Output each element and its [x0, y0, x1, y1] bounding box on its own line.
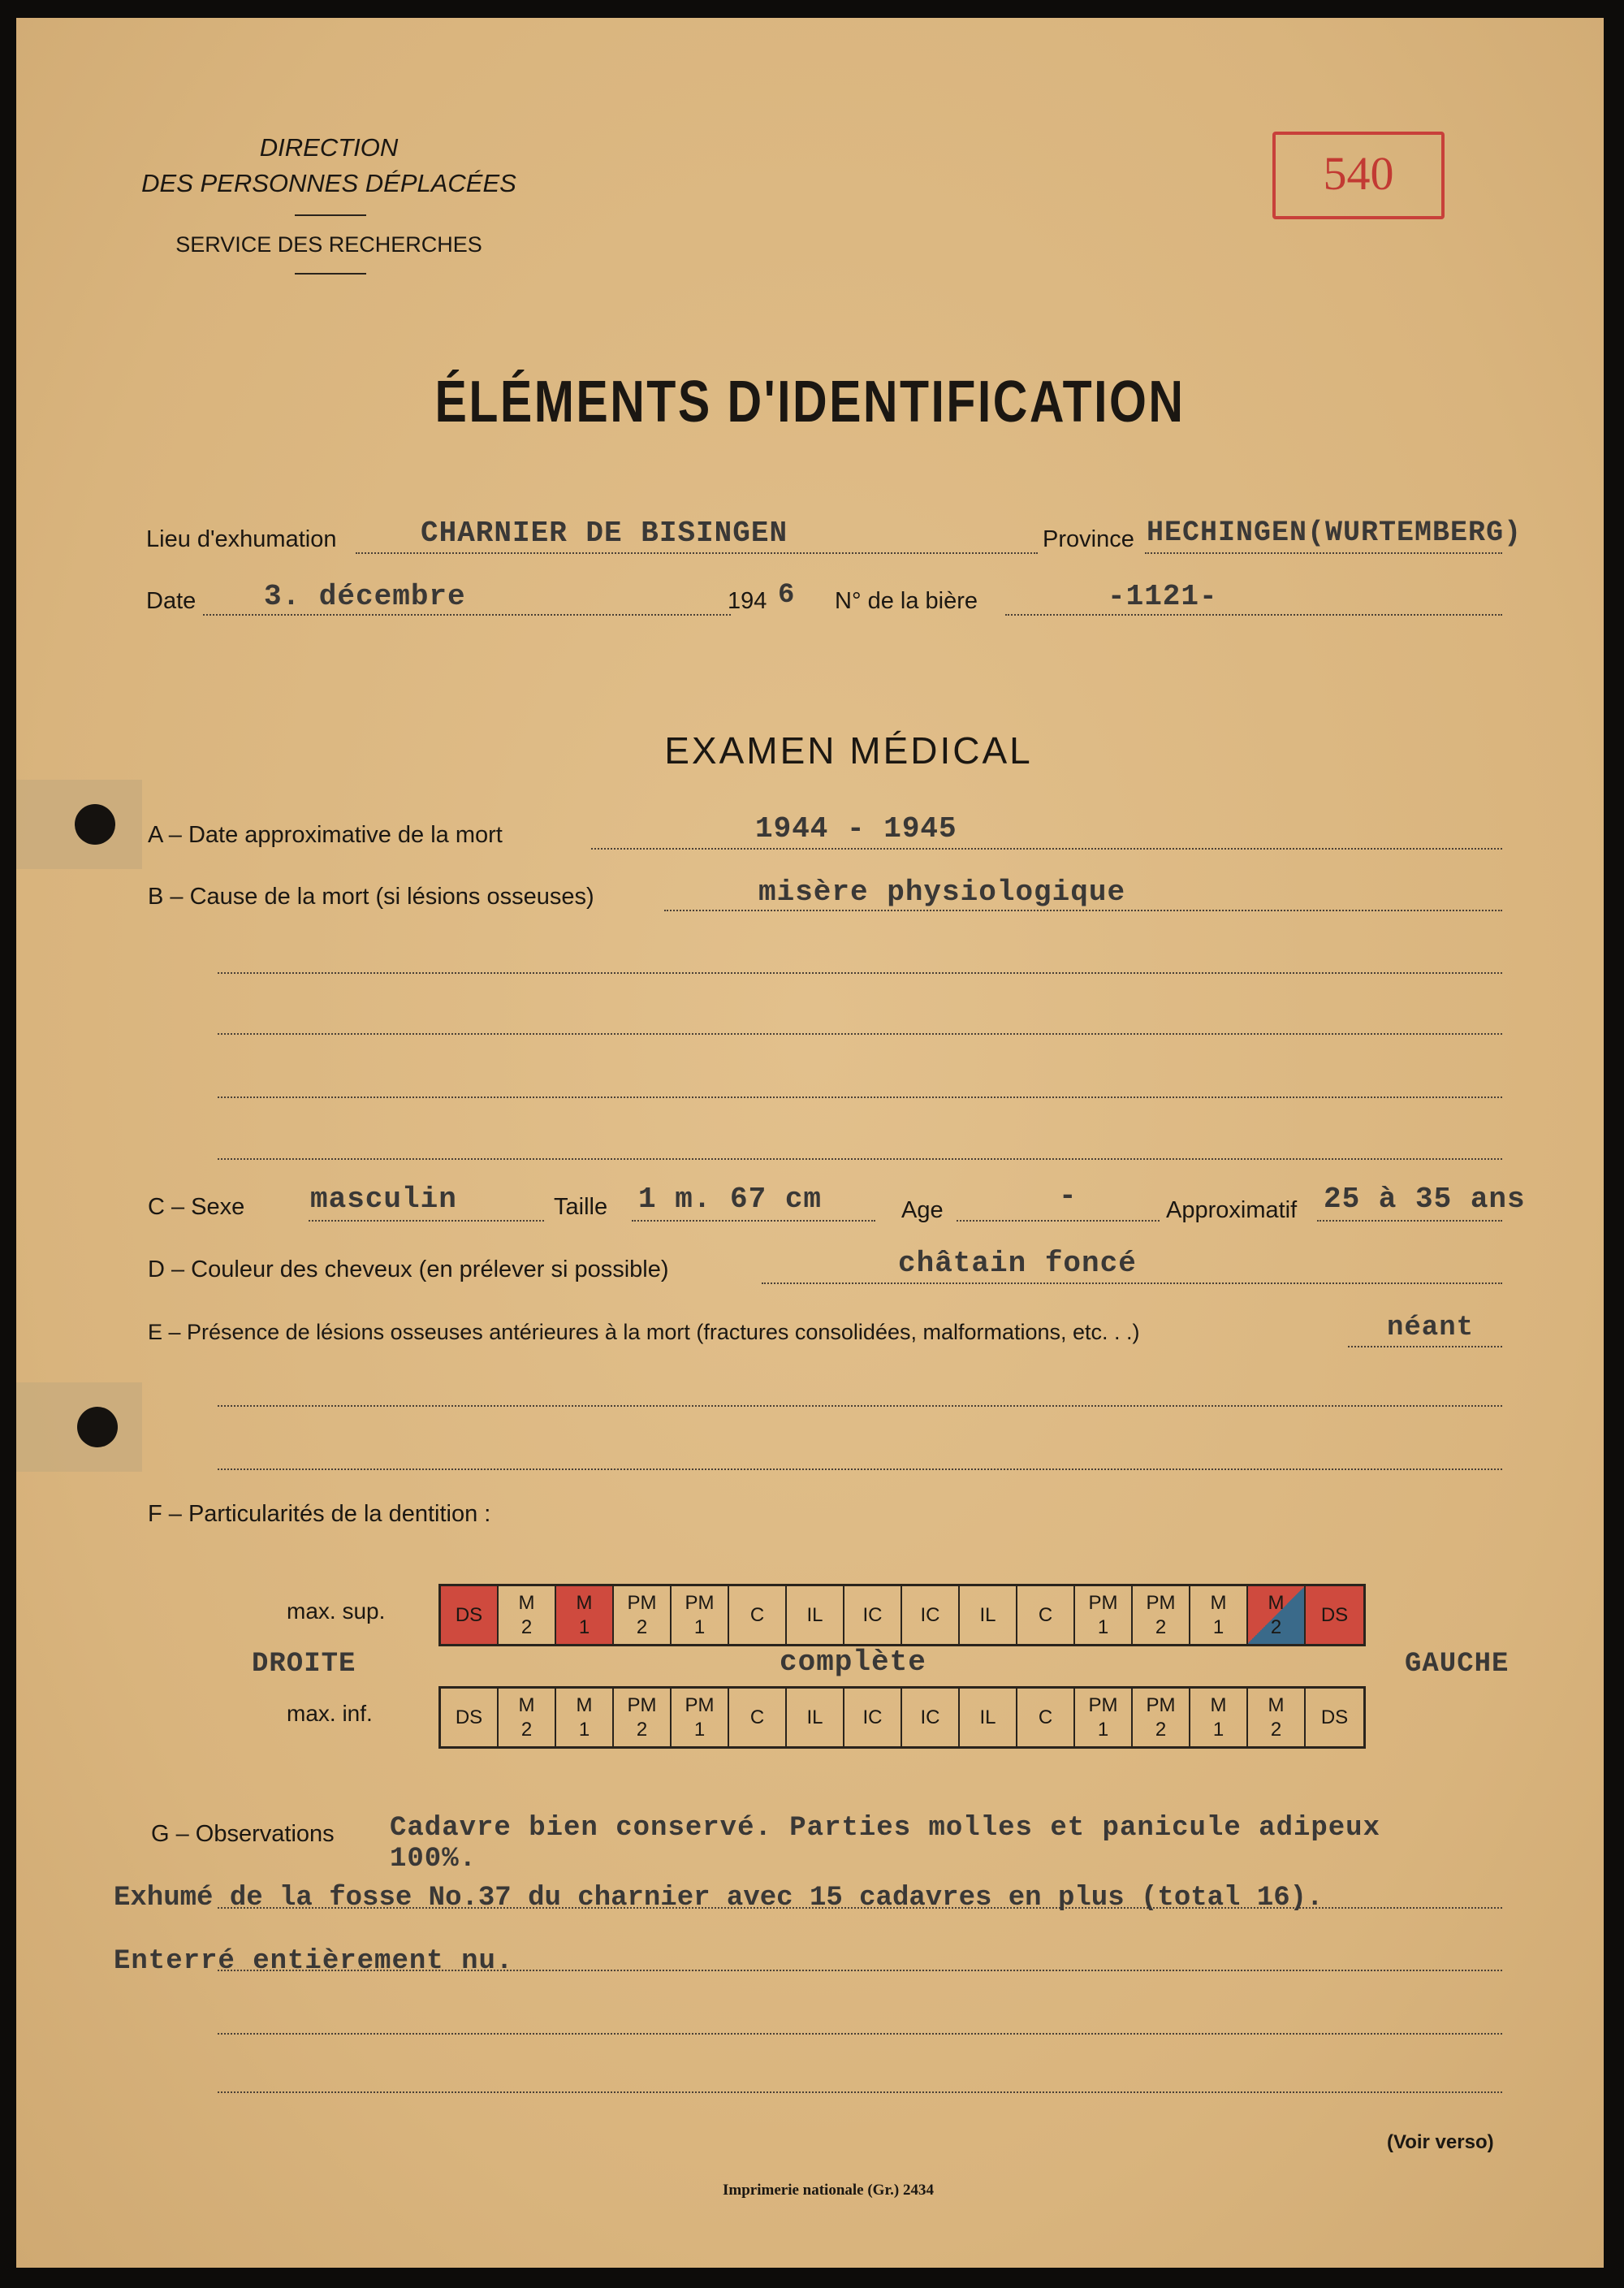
dentition-note: complète	[780, 1646, 926, 1679]
field-b-extra-line-3	[218, 1096, 1502, 1098]
lower-tooth	[672, 1689, 729, 1746]
tooth-type: IL	[806, 1706, 823, 1728]
lower-tooth	[960, 1689, 1017, 1746]
lower-tooth	[1017, 1689, 1075, 1746]
biere-label: N° de la bière	[835, 588, 978, 614]
field-a-line	[591, 848, 1502, 850]
field-e-extra-line-1	[218, 1405, 1502, 1407]
lower-tooth	[1306, 1689, 1363, 1746]
tooth-number: 1	[693, 1718, 706, 1741]
upper-tooth	[1017, 1586, 1075, 1644]
tooth-type: M	[1268, 1693, 1285, 1716]
field-e-line	[1348, 1346, 1502, 1347]
upper-tooth	[499, 1586, 556, 1644]
tooth-number: 2	[1155, 1615, 1167, 1638]
field-c-taille-label: Taille	[554, 1194, 608, 1220]
tooth-type: C	[749, 1603, 765, 1626]
org-name-line1: DIRECTION	[259, 133, 399, 162]
lower-tooth	[1133, 1689, 1190, 1746]
tooth-type: IC	[862, 1706, 883, 1728]
observations-line1b: 100%.	[390, 1844, 477, 1875]
upper-tooth	[672, 1586, 729, 1644]
field-a-value: 1944 - 1945	[755, 812, 957, 846]
lieu-label: Lieu d'exhumation	[146, 526, 337, 552]
tooth-type: DS	[1320, 1706, 1349, 1728]
biere-value: -1121-	[1108, 580, 1218, 613]
lieu-value: CHARNIER DE BISINGEN	[421, 517, 788, 550]
tooth-number: 1	[1097, 1718, 1109, 1741]
tooth-type: C	[1038, 1603, 1053, 1626]
lower-tooth	[499, 1689, 556, 1746]
upper-tooth	[1248, 1586, 1306, 1644]
field-f-label: F – Particularités de la dentition :	[148, 1501, 491, 1527]
field-c-taille-value: 1 m. 67 cm	[638, 1183, 823, 1216]
field-e-value: néant	[1387, 1313, 1475, 1343]
field-c-age-line	[957, 1220, 1160, 1222]
tooth-type: M	[1210, 1693, 1227, 1716]
tooth-type: DS	[1320, 1603, 1349, 1626]
lower-tooth	[1248, 1689, 1306, 1746]
tooth-type: PM	[627, 1693, 657, 1716]
max-sup-label: max. sup.	[287, 1598, 386, 1624]
lower-teeth-chart	[438, 1686, 1366, 1749]
biere-line	[1005, 614, 1502, 616]
field-b-extra-line-2	[218, 1033, 1502, 1035]
field-d-label: D – Couleur des cheveux (en prélever si possible)	[148, 1256, 669, 1282]
upper-tooth	[441, 1586, 499, 1644]
tooth-type: IL	[806, 1603, 823, 1626]
header-rule-2	[295, 273, 366, 275]
tooth-number: 2	[636, 1615, 648, 1638]
field-d-value: châtain foncé	[898, 1247, 1137, 1280]
tooth-number: 2	[1155, 1718, 1167, 1741]
tooth-type: PM	[1146, 1693, 1176, 1716]
tooth-type: PM	[685, 1591, 715, 1614]
tooth-type: C	[1038, 1706, 1053, 1728]
observations-line-5	[218, 2091, 1502, 2093]
lieu-line	[356, 552, 1038, 554]
file-number-stamp: 540	[1272, 132, 1445, 219]
observations-line-4	[218, 2033, 1502, 2035]
upper-tooth	[1133, 1586, 1190, 1644]
field-e-label: E – Présence de lésions osseuses antérieures à la mort (fractures consolidées, malformations, etc. . .)	[148, 1320, 1140, 1344]
tooth-type: DS	[455, 1706, 483, 1728]
lower-tooth	[729, 1689, 787, 1746]
field-b-extra-line-4	[218, 1158, 1502, 1160]
upper-tooth	[556, 1586, 614, 1644]
tooth-type: M	[518, 1591, 535, 1614]
tooth-number: 1	[693, 1615, 706, 1638]
date-line	[203, 614, 731, 616]
field-c-age-label: Age	[901, 1197, 944, 1223]
exam-title: EXAMEN MÉDICAL	[664, 729, 1033, 772]
tooth-type: DS	[455, 1603, 483, 1626]
lower-tooth	[556, 1689, 614, 1746]
punch-hole-bottom	[77, 1407, 118, 1447]
upper-teeth-chart	[438, 1584, 1366, 1646]
field-c-age-value: -	[1059, 1179, 1078, 1213]
tooth-type: M	[1210, 1591, 1227, 1614]
tooth-type: PM	[627, 1591, 657, 1614]
observations-line1: Cadavre bien conservé. Parties molles et panicule adipeux	[390, 1813, 1380, 1844]
tooth-type: IC	[920, 1706, 940, 1728]
lower-tooth	[787, 1689, 844, 1746]
upper-tooth	[960, 1586, 1017, 1644]
province-value: HECHINGEN(WURTEMBERG)	[1147, 517, 1522, 549]
field-c-approx-label: Approximatif	[1166, 1197, 1298, 1223]
field-d-line	[762, 1282, 1502, 1284]
tooth-type: M	[518, 1693, 535, 1716]
tooth-number: 2	[636, 1718, 648, 1741]
tooth-number: 2	[520, 1615, 533, 1638]
header-rule-1	[295, 214, 366, 216]
observations-label: G – Observations	[151, 1821, 335, 1847]
tooth-number: 1	[1212, 1615, 1224, 1638]
tooth-type: PM	[1088, 1591, 1118, 1614]
tooth-type: IL	[979, 1706, 996, 1728]
upper-tooth	[787, 1586, 844, 1644]
org-name-line2: DES PERSONNES DÉPLACÉES	[141, 169, 516, 197]
upper-tooth	[1190, 1586, 1248, 1644]
province-line	[1145, 552, 1502, 554]
field-e-extra-line-2	[218, 1468, 1502, 1470]
page-title: ÉLÉMENTS D'IDENTIFICATION	[434, 370, 1186, 435]
punch-hole-top	[75, 804, 115, 845]
field-c-approx-line	[1317, 1220, 1502, 1222]
tooth-type: C	[749, 1706, 765, 1728]
upper-tooth	[844, 1586, 902, 1644]
field-c-sexe-label: C – Sexe	[148, 1194, 245, 1220]
observations-line2: Exhumé de la fosse No.37 du charnier avec 15 cadavres en plus (total 16).	[114, 1883, 1324, 1914]
date-label: Date	[146, 588, 197, 614]
droite-label: DROITE	[252, 1649, 356, 1680]
lower-tooth	[614, 1689, 672, 1746]
tooth-type: M	[576, 1693, 593, 1716]
max-inf-label: max. inf.	[287, 1701, 373, 1726]
lower-tooth	[1190, 1689, 1248, 1746]
upper-tooth	[1306, 1586, 1363, 1644]
imprimerie-note: Imprimerie nationale (Gr.) 2434	[723, 2182, 934, 2199]
field-b-line	[664, 910, 1502, 911]
tooth-number: 1	[578, 1615, 590, 1638]
tooth-number: 1	[578, 1718, 590, 1741]
year-value: 6	[778, 580, 796, 611]
tooth-number: 2	[520, 1718, 533, 1741]
field-b-extra-line-1	[218, 972, 1502, 974]
tooth-number: 2	[1270, 1615, 1282, 1638]
form-sheet	[16, 18, 1604, 2268]
tooth-type: IL	[979, 1603, 996, 1626]
tooth-type: M	[576, 1591, 593, 1614]
field-c-sexe-value: masculin	[310, 1183, 457, 1216]
year-prefix: 194	[728, 588, 767, 614]
tooth-type: IC	[920, 1603, 940, 1626]
upper-tooth	[902, 1586, 960, 1644]
tooth-type: PM	[1088, 1693, 1118, 1716]
gauche-label: GAUCHE	[1405, 1649, 1510, 1680]
field-b-label: B – Cause de la mort (si lésions osseuses)	[148, 884, 594, 910]
date-value: 3. décembre	[264, 580, 466, 613]
tooth-type: IC	[862, 1603, 883, 1626]
field-a-label: A – Date approximative de la mort	[148, 822, 503, 848]
lower-tooth	[844, 1689, 902, 1746]
voir-verso: (Voir verso)	[1387, 2131, 1494, 2153]
lower-tooth	[1075, 1689, 1133, 1746]
tooth-number: 1	[1212, 1718, 1224, 1741]
field-c-approx-value: 25 à 35 ans	[1324, 1183, 1526, 1216]
tooth-number: 2	[1270, 1718, 1282, 1741]
upper-tooth	[729, 1586, 787, 1644]
service-name: SERVICE DES RECHERCHES	[175, 232, 482, 257]
province-label: Province	[1043, 526, 1134, 552]
upper-tooth	[1075, 1586, 1133, 1644]
lower-tooth	[902, 1689, 960, 1746]
field-b-value: misère physiologique	[758, 876, 1126, 909]
tooth-type: PM	[685, 1693, 715, 1716]
observations-line3: Enterré entièrement nu.	[114, 1946, 514, 1977]
field-c-taille-line	[632, 1220, 875, 1222]
tooth-number: 1	[1097, 1615, 1109, 1638]
tooth-type: M	[1268, 1591, 1285, 1614]
tooth-type: PM	[1146, 1591, 1176, 1614]
lower-tooth	[441, 1689, 499, 1746]
field-c-sexe-line	[309, 1220, 544, 1222]
upper-tooth	[614, 1586, 672, 1644]
